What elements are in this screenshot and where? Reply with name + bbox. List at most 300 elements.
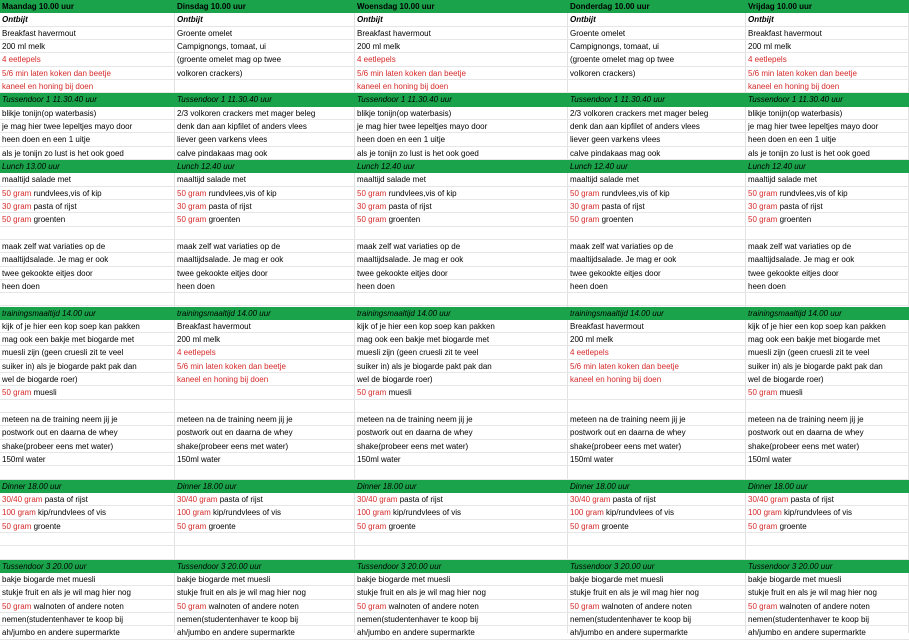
cell-lunch-line[interactable] (746, 187, 909, 200)
quantity-label: 30 gram (748, 201, 778, 211)
cell-lunch-line[interactable] (355, 187, 568, 200)
day-title-cell[interactable]: Donderdag 10.00 uur (570, 2, 650, 11)
cell-dinner-line[interactable] (0, 493, 175, 506)
quantity-label: 30 gram (570, 201, 600, 211)
table-row (0, 586, 909, 599)
cell-ontbijt-line[interactable] (568, 80, 746, 93)
cell-ontbijt-line[interactable]: 4 eetlepels (357, 55, 396, 65)
day-title-cell[interactable]: Maandag 10.00 uur (2, 2, 75, 11)
cell-ts3-line[interactable]: bakje biogarde met muesli (357, 575, 451, 585)
cell-ontbijt-line[interactable]: 200 ml melk (748, 41, 792, 51)
cell-ontbijt-line[interactable]: 200 ml melk (357, 41, 401, 51)
cell-ts3-line[interactable] (568, 600, 746, 613)
meal-title-cell-ts3[interactable]: Tussendoor 3 20.00 uur (2, 561, 87, 571)
quantity-label: 50 gram (748, 215, 778, 225)
meal-title-cell-ts3[interactable]: Tussendoor 3 20.00 uur (570, 561, 655, 571)
cell-train-line[interactable]: muesli zijn (geen cruesli zit te veel (748, 348, 870, 358)
meal-title-cell-ts3[interactable]: Tussendoor 3 20.00 uur (748, 561, 833, 571)
cell-dinner-line[interactable] (568, 506, 746, 519)
cell-lunch-line[interactable]: heen doen (570, 281, 608, 291)
cell-train-line[interactable]: postwork out en daarna de whey (2, 428, 118, 438)
quantity-label: 50 gram (177, 521, 207, 531)
cell-dinner-line[interactable] (746, 493, 909, 506)
cell-lunch-line[interactable]: heen doen (2, 281, 40, 291)
cell-lunch-line[interactable] (568, 187, 746, 200)
cell-lunch-line[interactable]: maak zelf wat variaties op de (2, 241, 106, 251)
cell-dinner-line[interactable] (568, 493, 746, 506)
cell-ontbijt-line[interactable]: kaneel en honing bij doen (2, 81, 94, 91)
cell-train-line[interactable]: meteen na de training neem jij je (357, 415, 473, 425)
quantity-label: 50 gram (570, 188, 600, 198)
cell-lunch-line[interactable] (0, 187, 175, 200)
food-label: pasta of rijst (610, 495, 656, 505)
cell-ts3-line[interactable]: nemen(studentenhaver te koop bij (748, 615, 869, 624)
quantity-label: 50 gram (357, 215, 387, 225)
cell-train-line[interactable]: 150ml water (177, 455, 221, 465)
cell-ts1-line[interactable]: je mag hier twee lepeltjes mayo door (357, 121, 488, 131)
cell-train-line[interactable]: postwork out en daarna de whey (748, 428, 864, 438)
cell-train-line[interactable]: kijk of je hier een kop soep kan pakken (357, 321, 495, 331)
table-row (0, 466, 909, 479)
quantity-label: 30/40 gram (357, 495, 398, 505)
meal-title-cell-ontbijt[interactable]: Ontbijt (177, 15, 203, 25)
cell-dinner-line[interactable] (0, 520, 175, 533)
cell-train-line[interactable]: shake(probeer eens met water) (748, 441, 860, 451)
cell-ts3-line[interactable]: stukje fruit en als je wil mag hier nog (570, 588, 699, 598)
food-label: walnoten of andere noten (31, 601, 124, 611)
cell-train-line[interactable] (0, 400, 175, 413)
cell-lunch-line[interactable] (0, 227, 175, 240)
cell-ontbijt-line[interactable]: Breakfast havermout (2, 28, 76, 38)
meal-header-row (0, 0, 909, 13)
cell-dinner-line[interactable] (175, 520, 355, 533)
cell-ontbijt-line[interactable]: 5/6 min laten koken dan beetje (2, 68, 111, 78)
cell-ts1-line[interactable]: calve pindakaas mag ook (570, 148, 661, 158)
food-label: kip/rundvlees of vis (390, 508, 462, 518)
cell-ts1-line[interactable]: heen doen en een 1 uitje (748, 135, 837, 145)
cell-dinner-line[interactable] (355, 520, 568, 533)
cell-train-line[interactable]: Breakfast havermout (177, 321, 251, 331)
cell-train-line[interactable] (746, 386, 909, 399)
cell-train-line[interactable]: 200 ml melk (570, 335, 614, 345)
cell-ts3-line[interactable] (355, 600, 568, 613)
table-row (0, 280, 909, 293)
cell-ontbijt-line[interactable]: 5/6 min laten koken dan beetje (748, 68, 857, 78)
food-label: pasta of rijst (386, 201, 432, 211)
cell-ts3-line[interactable]: nemen(studentenhaver te koop bij (357, 615, 478, 624)
cell-train-line[interactable]: meteen na de training neem jij je (177, 415, 293, 425)
table-row (0, 413, 909, 426)
meal-title-cell-dinner[interactable]: Dinner 18.00 uur (357, 481, 417, 491)
cell-lunch-line[interactable]: twee gekookte eitjes door (177, 268, 268, 278)
table-row (0, 253, 909, 266)
cell-lunch-line[interactable] (355, 200, 568, 213)
quantity-label: 100 gram (748, 508, 782, 518)
table-row (0, 506, 909, 519)
table-row (0, 213, 909, 226)
cell-ontbijt-line[interactable]: Campignongs, tomaat, ui (570, 41, 659, 51)
cell-train-line[interactable]: wel de biogarde roer) (357, 375, 433, 385)
day-title-cell[interactable]: Vrijdag 10.00 uur (748, 2, 813, 11)
cell-train-line[interactable]: shake(probeer eens met water) (2, 441, 114, 451)
food-label: groenten (206, 215, 241, 225)
cell-lunch-line[interactable]: heen doen (177, 281, 215, 291)
cell-ts3-line[interactable]: bakje biogarde met muesli (570, 575, 664, 585)
cell-lunch-line[interactable]: twee gekookte eitjes door (570, 268, 661, 278)
cell-train-line[interactable]: 4 eetlepels (570, 348, 609, 358)
cell-ts1-line[interactable]: denk dan aan kipfilet of anders vlees (570, 121, 700, 131)
cell-lunch-line[interactable]: maak zelf wat variaties op de (570, 241, 674, 251)
cell-train-line[interactable] (355, 386, 568, 399)
cell-train-line[interactable]: muesli zijn (geen cruesli zit te veel (2, 348, 124, 358)
table-row (0, 27, 909, 40)
cell-lunch-line[interactable] (568, 213, 746, 226)
cell-ts3-line[interactable]: ah/jumbo en andere supermarkte (2, 628, 120, 638)
cell-dinner-line[interactable] (175, 506, 355, 519)
cell-train-line[interactable]: mag ook een bakje met biogarde met (748, 335, 881, 345)
meal-header-row (0, 560, 909, 573)
food-label: pasta of rijst (217, 495, 263, 505)
table-row (0, 453, 909, 466)
cell-lunch-line[interactable] (175, 213, 355, 226)
cell-train-line[interactable]: mag ook een bakje met biogarde met (2, 335, 135, 345)
cell-ts3-line[interactable] (746, 600, 909, 613)
meal-title-cell-train[interactable]: trainingsmaaltijd 14.00 uur (177, 308, 271, 318)
cell-ts3-line[interactable]: stukje fruit en als je wil mag hier nog (177, 588, 306, 598)
cell-ts1-line[interactable]: blikje tonijn(op waterbasis) (2, 108, 97, 118)
food-label: muesli (386, 388, 412, 398)
meal-title-cell-ts1[interactable]: Tussendoor 1 11.30.40 uur (177, 95, 272, 105)
meal-title-cell-ts1[interactable]: Tussendoor 1 11.30.40 uur (748, 95, 843, 105)
cell-ts1-line[interactable]: blikje tonijn(op waterbasis) (748, 108, 843, 118)
cell-ontbijt-line[interactable]: volkoren crackers) (177, 68, 243, 78)
food-label: rundvlees,vis of kip (386, 188, 457, 198)
cell-lunch-line[interactable]: maaltijdsalade. Je mag er ook (177, 255, 284, 265)
meal-header-row (0, 93, 909, 106)
food-label: kip/rundvlees of vis (781, 508, 853, 518)
cell-lunch-line[interactable] (568, 227, 746, 240)
cell-train-line[interactable]: 150ml water (570, 455, 614, 465)
cell-ontbijt-line[interactable]: Breakfast havermout (748, 28, 822, 38)
food-label: rundvlees,vis of kip (31, 188, 102, 198)
quantity-label: 50 gram (357, 188, 387, 198)
cell-train-line[interactable] (568, 400, 746, 413)
cell-lunch-line[interactable]: maaltijd salade met (748, 175, 817, 185)
cell-train-line[interactable]: suiker in) als je biogarde pakt pak dan (357, 361, 492, 371)
cell-train-line[interactable]: postwork out en daarna de whey (570, 428, 686, 438)
cell-lunch-line[interactable] (175, 200, 355, 213)
cell-train-line[interactable]: 150ml water (2, 455, 46, 465)
cell-train-line[interactable]: shake(probeer eens met water) (570, 441, 682, 451)
quantity-label: 50 gram (570, 601, 600, 611)
cell-lunch-line[interactable]: twee gekookte eitjes door (357, 268, 448, 278)
cell-ts1-line[interactable]: liever geen varkens vlees (177, 135, 268, 145)
cell-lunch-line[interactable]: maaltijdsalade. Je mag er ook (748, 255, 855, 265)
cell-lunch-line[interactable] (355, 227, 568, 240)
table-row (0, 267, 909, 280)
day-title-cell[interactable]: Dinsdag 10.00 uur (177, 2, 246, 11)
cell-train-line[interactable]: kaneel en honing bij doen (570, 375, 662, 385)
cell-ts1-line[interactable]: denk dan aan kipfilet of anders vlees (177, 121, 307, 131)
meal-title-cell-ts3[interactable]: Tussendoor 3 20.00 uur (357, 561, 442, 571)
cell-train-line[interactable]: Breakfast havermout (570, 321, 644, 331)
quantity-label: 100 gram (357, 508, 391, 518)
table-row (0, 293, 909, 306)
cell-lunch-line[interactable] (175, 227, 355, 240)
cell-ontbijt-line[interactable] (175, 80, 355, 93)
cell-ontbijt-line[interactable]: volkoren crackers) (570, 68, 636, 78)
table-row (0, 440, 909, 453)
cell-lunch-line[interactable] (355, 213, 568, 226)
cell-ts3-line[interactable]: nemen(studentenhaver te koop bij (570, 615, 691, 624)
cell-train-line[interactable] (746, 400, 909, 413)
meal-title-cell-train[interactable]: trainingsmaaltijd 14.00 uur (570, 308, 664, 318)
cell-train-line[interactable]: meteen na de training neem jij je (570, 415, 686, 425)
cell-ts3-line[interactable]: bakje biogarde met muesli (2, 575, 96, 585)
cell-ontbijt-line[interactable]: kaneel en honing bij doen (748, 81, 840, 91)
cell-train-line[interactable] (175, 386, 355, 399)
table-row (0, 53, 909, 66)
quantity-label: 30/40 gram (2, 495, 43, 505)
cell-ontbijt-line[interactable]: kaneel en honing bij doen (357, 81, 449, 91)
cell-lunch-line[interactable]: maaltijd salade met (2, 175, 71, 185)
meal-title-cell-lunch[interactable]: Lunch 12.40 uur (748, 161, 806, 171)
table-row (0, 546, 909, 559)
table-row (0, 426, 909, 439)
cell-ts1-line[interactable]: je mag hier twee lepeltjes mayo door (748, 121, 879, 131)
quantity-label: 30/40 gram (177, 495, 218, 505)
cell-ontbijt-line[interactable]: Breakfast havermout (357, 28, 431, 38)
cell-ts3-line[interactable] (0, 600, 175, 613)
table-row (0, 346, 909, 359)
cell-lunch-line[interactable] (568, 200, 746, 213)
cell-lunch-line[interactable] (746, 227, 909, 240)
cell-lunch-line[interactable] (0, 200, 175, 213)
cell-train-line[interactable]: muesli zijn (geen cruesli zit te veel (357, 348, 479, 358)
cell-train-line[interactable]: shake(probeer eens met water) (177, 441, 289, 451)
cell-lunch-line[interactable] (175, 187, 355, 200)
cell-lunch-line[interactable]: maak zelf wat variaties op de (177, 241, 281, 251)
quantity-label: 50 gram (748, 601, 778, 611)
cell-lunch-line[interactable]: maaltijd salade met (570, 175, 639, 185)
table-row (0, 147, 909, 160)
cell-dinner-line[interactable] (568, 520, 746, 533)
cell-ts1-line[interactable]: 2/3 volkoren crackers met mager beleg (177, 108, 316, 118)
cell-train-line[interactable]: 200 ml melk (177, 335, 221, 345)
table-row (0, 133, 909, 146)
meal-title-cell-dinner[interactable]: Dinner 18.00 uur (570, 481, 630, 491)
cell-train-line[interactable] (175, 400, 355, 413)
cell-ts1-line[interactable]: blikje tonijn(op waterbasis) (357, 108, 452, 118)
cell-train-line[interactable]: wel de biogarde roer) (748, 375, 824, 385)
cell-train-line[interactable] (355, 400, 568, 413)
cell-ts3-line[interactable]: nemen(studentenhaver te koop bij (177, 615, 298, 624)
food-label: rundvlees,vis of kip (599, 188, 670, 198)
cell-lunch-line[interactable] (746, 213, 909, 226)
table-row (0, 13, 909, 26)
cell-train-line[interactable]: 150ml water (748, 455, 792, 465)
cell-ontbijt-line[interactable]: Groente omelet (177, 28, 233, 38)
meal-title-cell-train[interactable]: trainingsmaaltijd 14.00 uur (357, 308, 451, 318)
quantity-label: 50 gram (570, 521, 600, 531)
cell-train-line[interactable]: mag ook een bakje met biogarde met (357, 335, 490, 345)
food-label: pasta of rijst (206, 201, 252, 211)
meal-title-cell-ontbijt[interactable]: Ontbijt (570, 15, 596, 25)
food-label: pasta of rijst (31, 201, 77, 211)
cell-dinner-line[interactable] (175, 493, 355, 506)
table-row (0, 360, 909, 373)
food-label: pasta of rijst (397, 495, 443, 505)
cell-ontbijt-line[interactable]: Groente omelet (570, 28, 626, 38)
meal-title-cell-lunch[interactable]: Lunch 12.40 uur (357, 161, 415, 171)
meal-title-cell-ts1[interactable]: Tussendoor 1 11.30.40 uur (357, 95, 452, 105)
table-row (0, 80, 909, 93)
cell-ts1-line[interactable]: heen doen en een 1 uitje (2, 135, 91, 145)
cell-lunch-line[interactable]: maaltijdsalade. Je mag er ook (357, 255, 464, 265)
cell-train-line[interactable]: 5/6 min laten koken dan beetje (570, 361, 679, 371)
cell-train-line[interactable]: 150ml water (357, 455, 401, 465)
table-row (0, 227, 909, 240)
cell-ts3-line[interactable]: nemen(studentenhaver te koop bij (2, 615, 123, 624)
cell-ts3-line[interactable]: stukje fruit en als je wil mag hier nog (748, 588, 877, 598)
meal-title-cell-lunch[interactable]: Lunch 13.00 uur (2, 161, 60, 171)
food-label: groenten (31, 215, 66, 225)
cell-ontbijt-line[interactable]: (groente omelet mag op twee (570, 55, 675, 65)
cell-train-line[interactable]: kaneel en honing bij doen (177, 375, 269, 385)
cell-ts3-line[interactable]: bakje biogarde met muesli (748, 575, 842, 585)
quantity-label: 50 gram (177, 188, 207, 198)
meal-title-cell-dinner[interactable]: Dinner 18.00 uur (748, 481, 808, 491)
cell-ts3-line[interactable]: bakje biogarde met muesli (177, 575, 271, 585)
cell-ts1-line[interactable]: je mag hier twee lepeltjes mayo door (2, 121, 133, 131)
cell-train-line[interactable]: shake(probeer eens met water) (357, 441, 469, 451)
cell-ts1-line[interactable]: calve pindakaas mag ook (177, 148, 268, 158)
meal-title-cell-train[interactable]: trainingsmaaltijd 14.00 uur (748, 308, 842, 318)
cell-lunch-line[interactable]: heen doen (748, 281, 786, 291)
food-label: pasta of rijst (42, 495, 88, 505)
meal-title-cell-dinner[interactable]: Dinner 18.00 uur (2, 481, 62, 491)
cell-dinner-line[interactable] (746, 520, 909, 533)
food-label: kip/rundvlees of vis (603, 508, 675, 518)
meal-title-cell-ontbijt[interactable]: Ontbijt (357, 15, 383, 25)
cell-lunch-line[interactable] (0, 213, 175, 226)
cell-ts3-line[interactable]: stukje fruit en als je wil mag hier nog (2, 588, 131, 598)
food-label: rundvlees,vis of kip (777, 188, 848, 198)
meal-header-row (0, 307, 909, 320)
cell-dinner-line[interactable] (355, 493, 568, 506)
cell-lunch-line[interactable]: heen doen (357, 281, 395, 291)
cell-ts1-line[interactable]: als je tonijn zo lust is het ook goed (2, 148, 124, 158)
cell-ontbijt-line[interactable]: 4 eetlepels (2, 55, 41, 65)
food-label: walnoten of andere noten (206, 601, 299, 611)
meal-title-cell-train[interactable]: trainingsmaaltijd 14.00 uur (2, 308, 96, 318)
cell-train-line[interactable]: 4 eetlepels (177, 348, 216, 358)
quantity-label: 50 gram (357, 601, 387, 611)
meal-title-cell-lunch[interactable]: Lunch 12.40 uur (570, 161, 628, 171)
day-title-cell[interactable]: Woensdag 10.00 uur (357, 2, 435, 11)
cell-ontbijt-line[interactable]: Campignongs, tomaat, ui (177, 41, 266, 51)
food-label: groenten (599, 215, 634, 225)
cell-train-line[interactable]: suiker in) als je biogarde pakt pak dan (748, 361, 883, 371)
cell-ts3-line[interactable]: ah/jumbo en andere supermarkte (177, 628, 295, 638)
cell-ts1-line[interactable]: 2/3 volkoren crackers met mager beleg (570, 108, 709, 118)
cell-ts3-line[interactable]: ah/jumbo en andere supermarkte (748, 628, 866, 638)
food-label: groente (599, 521, 629, 531)
cell-lunch-line[interactable]: maaltijdsalade. Je mag er ook (570, 255, 677, 265)
cell-lunch-line[interactable]: twee gekookte eitjes door (2, 268, 93, 278)
cell-ontbijt-line[interactable]: 200 ml melk (2, 41, 46, 51)
cell-lunch-line[interactable]: maaltijd salade met (177, 175, 246, 185)
cell-ts3-line[interactable] (175, 600, 355, 613)
cell-train-line[interactable]: postwork out en daarna de whey (357, 428, 473, 438)
table-row (0, 200, 909, 213)
quantity-label: 50 gram (2, 388, 32, 398)
quantity-label: 30 gram (357, 201, 387, 211)
table-row (0, 493, 909, 506)
food-label: walnoten of andere noten (599, 601, 692, 611)
meal-title-cell-ontbijt[interactable]: Ontbijt (2, 15, 28, 25)
quantity-label: 50 gram (357, 388, 387, 398)
meal-title-cell-ts1[interactable]: Tussendoor 1 11.30.40 uur (570, 95, 665, 105)
cell-train-line[interactable] (568, 386, 746, 399)
cell-ts1-line[interactable]: liever geen varkens vlees (570, 135, 661, 145)
meal-title-cell-dinner[interactable]: Dinner 18.00 uur (177, 481, 237, 491)
cell-ts3-line[interactable]: stukje fruit en als je wil mag hier nog (357, 588, 486, 598)
cell-train-line[interactable]: suiker in) als je biogarde pakt pak dan (2, 361, 137, 371)
cell-train-line[interactable]: kijk of je hier een kop soep kan pakken (748, 321, 886, 331)
cell-lunch-line[interactable]: maak zelf wat variaties op de (748, 241, 852, 251)
cell-train-line[interactable]: kijk of je hier een kop soep kan pakken (2, 321, 140, 331)
quantity-label: 50 gram (748, 521, 778, 531)
cell-ts1-line[interactable]: heen doen en een 1 uitje (357, 135, 446, 145)
cell-dinner-line[interactable] (355, 506, 568, 519)
meal-title-cell-ts1[interactable]: Tussendoor 1 11.30.40 uur (2, 95, 97, 105)
cell-ts3-line[interactable]: ah/jumbo en andere supermarkte (357, 628, 475, 638)
cell-ontbijt-line[interactable]: 5/6 min laten koken dan beetje (357, 68, 466, 78)
cell-train-line[interactable] (0, 386, 175, 399)
meal-title-cell-ts3[interactable]: Tussendoor 3 20.00 uur (177, 561, 262, 571)
food-label: pasta of rijst (788, 495, 834, 505)
cell-lunch-line[interactable]: twee gekookte eitjes door (748, 268, 839, 278)
food-label: pasta of rijst (599, 201, 645, 211)
table-row (0, 173, 909, 186)
quantity-label: 50 gram (2, 601, 32, 611)
cell-dinner-line[interactable] (746, 506, 909, 519)
quantity-label: 100 gram (570, 508, 604, 518)
cell-ts1-line[interactable]: als je tonijn zo lust is het ook goed (748, 148, 870, 158)
cell-dinner-line[interactable] (0, 506, 175, 519)
quantity-label: 50 gram (570, 215, 600, 225)
cell-lunch-line[interactable]: maak zelf wat variaties op de (357, 241, 461, 251)
cell-ts1-line[interactable]: als je tonijn zo lust is het ook goed (357, 148, 479, 158)
table-row (0, 533, 909, 546)
cell-train-line[interactable]: postwork out en daarna de whey (177, 428, 293, 438)
cell-lunch-line[interactable]: maaltijdsalade. Je mag er ook (2, 255, 109, 265)
cell-ontbijt-line[interactable]: (groente omelet mag op twee (177, 55, 282, 65)
cell-train-line[interactable]: meteen na de training neem jij je (2, 415, 118, 425)
cell-train-line[interactable]: 5/6 min laten koken dan beetje (177, 361, 286, 371)
meal-title-cell-ontbijt[interactable]: Ontbijt (748, 15, 774, 25)
food-label: walnoten of andere noten (777, 601, 870, 611)
cell-train-line[interactable]: wel de biogarde roer) (2, 375, 78, 385)
quantity-label: 30/40 gram (570, 495, 611, 505)
cell-ts3-line[interactable]: ah/jumbo en andere supermarkte (570, 628, 688, 638)
meal-title-cell-lunch[interactable]: Lunch 12.40 uur (177, 161, 235, 171)
cell-lunch-line[interactable] (746, 200, 909, 213)
cell-train-line[interactable]: meteen na de training neem jij je (748, 415, 864, 425)
cell-ontbijt-line[interactable]: 4 eetlepels (748, 55, 787, 65)
cell-lunch-line[interactable]: maaltijd salade met (357, 175, 426, 185)
